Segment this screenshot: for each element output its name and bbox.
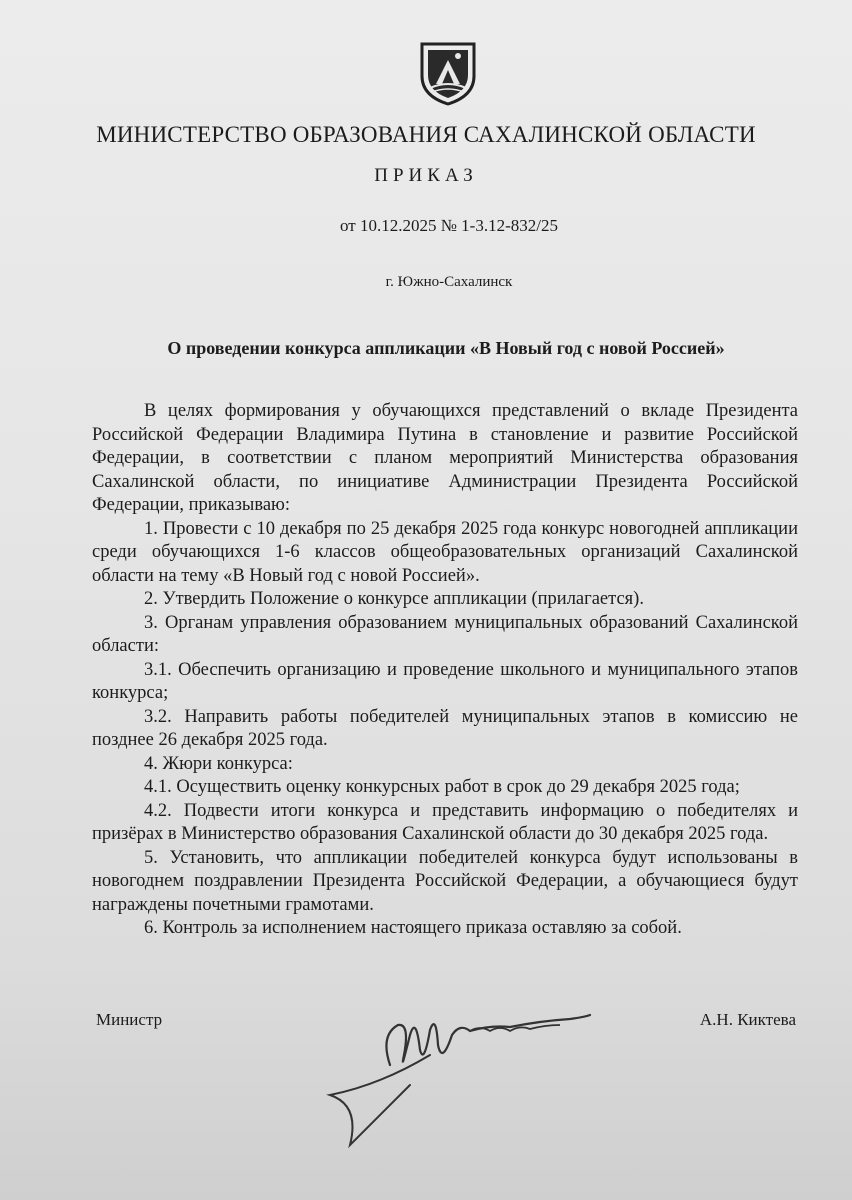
paragraph: 3. Органам управления образованием муниципальных образований Сахалинской области: — [92, 612, 798, 656]
paragraph: 4.2. Подвести итоги конкурса и представить информацию о победителях и призёрах в Министерство образования Сахалинской области до 30 декабря 2025 года. — [92, 800, 798, 844]
city: г. Южно-Сахалинск — [385, 274, 513, 290]
paragraph: 2. Утвердить Положение о конкурсе аппликации (прилагается). — [144, 589, 644, 609]
paragraph: 4.1. Осуществить оценку конкурсных работ в срок до 29 декабря 2025 года; — [144, 777, 740, 797]
paragraph: В целях формирования у обучающихся представлений о вкладе Президента Российской Федерации Владимира Путина в становление и развитие Российской Федерации, в соответствии с планом мероприятий Министерства образования Сахалинской области, по инициативе Администрации Президента Российской Федерации, приказываю: — [92, 401, 798, 515]
coat-of-arms-icon — [416, 40, 480, 106]
signatory-name: А.Н. Киктева — [699, 1010, 796, 1029]
paragraph: 6. Контроль за исполнением настоящего приказа оставляю за собой. — [144, 918, 682, 938]
document-type: ПРИКАЗ — [374, 165, 478, 186]
paragraph: 5. Установить, что аппликации победителей конкурса будут использованы в новогоднем поздравлении Президента Российской Федерации, а обучающиеся будут награждены почетными грамотами. — [92, 847, 798, 915]
paragraph: 1. Провести с 10 декабря по 25 декабря 2025 года конкурс новогодней аппликации среди обучающихся 1-6 классов общеобразовательных организаций Сахалинской области на тему «В Новый год с новой Россией». — [92, 518, 798, 586]
order-subject: О проведении конкурса аппликации «В Новый год с новой Россией» — [167, 338, 725, 358]
paragraph: 3.2. Направить работы победителей муниципальных этапов в комиссию не позднее 26 декабря 2025 года. — [92, 706, 798, 750]
paragraph: 4. Жюри конкурса: — [144, 753, 293, 774]
order-number: от 10.12.2025 № 1-3.12-832/25 — [340, 216, 558, 235]
handwritten-signature — [320, 995, 620, 1155]
order-body — [92, 400, 798, 941]
ministry-title: МИНИСТЕРСТВО ОБРАЗОВАНИЯ САХАЛИНСКОЙ ОБЛАСТИ — [96, 122, 756, 147]
paragraph: 3.1. Обеспечить организацию и проведение школьного и муниципального этапов конкурса; — [92, 659, 798, 703]
signatory-position: Министр — [96, 1010, 163, 1029]
